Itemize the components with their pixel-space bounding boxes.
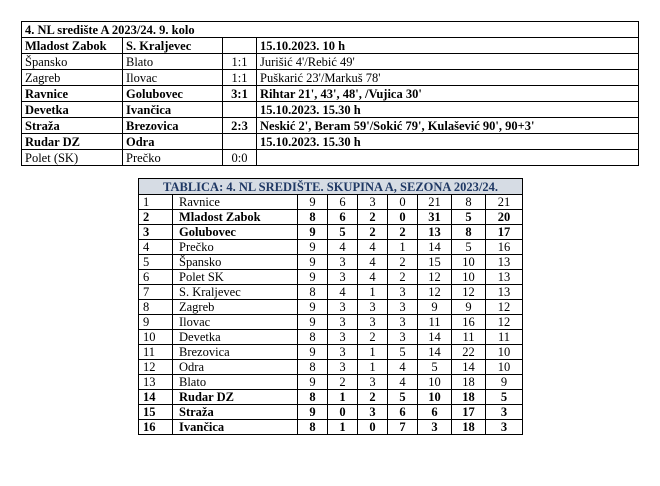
wins-cell: 3	[328, 360, 358, 375]
away-team: Brezovica	[123, 118, 223, 134]
team-name-cell: Ilovac	[173, 315, 298, 330]
points-cell: 12	[486, 315, 523, 330]
standings-row	[139, 345, 523, 360]
goals-for-cell: 14	[418, 240, 452, 255]
wins-cell: 4	[328, 285, 358, 300]
position-cell: 3	[139, 225, 173, 240]
match-result: 1:1	[223, 54, 257, 70]
draws-cell: 3	[358, 375, 388, 390]
team-name-cell: Straža	[173, 405, 298, 420]
losses-cell: 3	[388, 330, 418, 345]
losses-cell: 5	[388, 345, 418, 360]
points-cell: 20	[486, 210, 523, 225]
wins-cell: 2	[328, 375, 358, 390]
standings-row	[139, 390, 523, 405]
points-cell: 21	[486, 195, 523, 210]
position-cell: 11	[139, 345, 173, 360]
goals-against-cell: 18	[452, 420, 486, 435]
points-cell: 10	[486, 360, 523, 375]
draws-cell: 2	[358, 225, 388, 240]
points-cell: 13	[486, 270, 523, 285]
standings-row	[139, 300, 523, 315]
match-row	[22, 102, 639, 118]
goals-against-cell: 8	[452, 225, 486, 240]
played-cell: 9	[298, 315, 328, 330]
losses-cell: 2	[388, 255, 418, 270]
points-cell: 3	[486, 405, 523, 420]
match-row	[22, 86, 639, 102]
position-cell: 15	[139, 405, 173, 420]
goals-for-cell: 14	[418, 345, 452, 360]
played-cell: 9	[298, 195, 328, 210]
position-cell: 7	[139, 285, 173, 300]
wins-cell: 3	[328, 345, 358, 360]
match-result	[223, 102, 257, 118]
match-info: Neskić 2', Beram 59'/Sokić 79', Kulašević 90', 90+3'	[257, 118, 639, 134]
standings-row	[139, 285, 523, 300]
goals-against-cell: 5	[452, 210, 486, 225]
played-cell: 8	[298, 420, 328, 435]
draws-cell: 2	[358, 330, 388, 345]
played-cell: 9	[298, 375, 328, 390]
team-name-cell: Devetka	[173, 330, 298, 345]
wins-cell: 3	[328, 315, 358, 330]
standings-row	[139, 225, 523, 240]
wins-cell: 3	[328, 330, 358, 345]
goals-for-cell: 10	[418, 375, 452, 390]
standings-row	[139, 210, 523, 225]
team-name-cell: Prečko	[173, 240, 298, 255]
draws-cell: 2	[358, 210, 388, 225]
goals-against-cell: 18	[452, 375, 486, 390]
draws-cell: 0	[358, 420, 388, 435]
match-info: Rihtar 21', 43', 48', /Vujica 30'	[257, 86, 639, 102]
standings-row	[139, 270, 523, 285]
standings-row	[139, 255, 523, 270]
wins-cell: 3	[328, 300, 358, 315]
standings-row	[139, 405, 523, 420]
match-result	[223, 134, 257, 150]
team-name-cell: Ravnice	[173, 195, 298, 210]
points-cell: 9	[486, 375, 523, 390]
team-name-cell: Ivančica	[173, 420, 298, 435]
home-team: Straža	[22, 118, 123, 134]
home-team: Rudar DZ	[22, 134, 123, 150]
played-cell: 9	[298, 270, 328, 285]
match-info: 15.10.2023. 15.30 h	[257, 102, 639, 118]
position-cell: 5	[139, 255, 173, 270]
losses-cell: 1	[388, 240, 418, 255]
away-team: Ilovac	[123, 70, 223, 86]
round-title: 4. NL središte A 2023/24. 9. kolo	[22, 22, 639, 38]
match-row	[22, 70, 639, 86]
played-cell: 9	[298, 405, 328, 420]
goals-for-cell: 21	[418, 195, 452, 210]
team-name-cell: Polet SK	[173, 270, 298, 285]
home-team: Špansko	[22, 54, 123, 70]
away-team: Ivančica	[123, 102, 223, 118]
away-team: S. Kraljevec	[123, 38, 223, 54]
played-cell: 8	[298, 390, 328, 405]
draws-cell: 3	[358, 300, 388, 315]
wins-cell: 4	[328, 240, 358, 255]
position-cell: 9	[139, 315, 173, 330]
wins-cell: 3	[328, 270, 358, 285]
away-team: Odra	[123, 134, 223, 150]
points-cell: 13	[486, 285, 523, 300]
team-name-cell: Zagreb	[173, 300, 298, 315]
match-result: 0:0	[223, 150, 257, 166]
standings-row	[139, 195, 523, 210]
draws-cell: 3	[358, 405, 388, 420]
played-cell: 9	[298, 225, 328, 240]
home-team: Polet (SK)	[22, 150, 123, 166]
standings-title: TABLICA: 4. NL SREDIŠTE. SKUPINA A, SEZONA 2023/24.	[139, 179, 523, 195]
points-cell: 12	[486, 300, 523, 315]
match-info: Jurišić 4'/Rebić 49'	[257, 54, 639, 70]
draws-cell: 3	[358, 195, 388, 210]
losses-cell: 7	[388, 420, 418, 435]
match-info: 15.10.2023. 15.30 h	[257, 134, 639, 150]
standings-row	[139, 330, 523, 345]
team-name-cell: Brezovica	[173, 345, 298, 360]
draws-cell: 2	[358, 390, 388, 405]
losses-cell: 3	[388, 300, 418, 315]
match-row	[22, 118, 639, 134]
team-name-cell: Odra	[173, 360, 298, 375]
points-cell: 17	[486, 225, 523, 240]
goals-against-cell: 5	[452, 240, 486, 255]
match-info: Puškarić 23'/Markuš 78'	[257, 70, 639, 86]
team-name-cell: Mladost Zabok	[173, 210, 298, 225]
goals-against-cell: 12	[452, 285, 486, 300]
position-cell: 16	[139, 420, 173, 435]
draws-cell: 4	[358, 255, 388, 270]
points-cell: 13	[486, 255, 523, 270]
position-cell: 14	[139, 390, 173, 405]
match-result: 3:1	[223, 86, 257, 102]
position-cell: 2	[139, 210, 173, 225]
wins-cell: 6	[328, 210, 358, 225]
goals-against-cell: 10	[452, 270, 486, 285]
position-cell: 12	[139, 360, 173, 375]
away-team: Golubovec	[123, 86, 223, 102]
match-info: 15.10.2023. 10 h	[257, 38, 639, 54]
goals-for-cell: 9	[418, 300, 452, 315]
draws-cell: 1	[358, 360, 388, 375]
round-results-table	[21, 21, 639, 166]
goals-against-cell: 22	[452, 345, 486, 360]
points-cell: 16	[486, 240, 523, 255]
played-cell: 8	[298, 285, 328, 300]
match-result: 1:1	[223, 70, 257, 86]
goals-for-cell: 12	[418, 270, 452, 285]
goals-against-cell: 16	[452, 315, 486, 330]
goals-for-cell: 3	[418, 420, 452, 435]
team-name-cell: S. Kraljevec	[173, 285, 298, 300]
match-row	[22, 150, 639, 166]
goals-for-cell: 14	[418, 330, 452, 345]
wins-cell: 5	[328, 225, 358, 240]
losses-cell: 3	[388, 315, 418, 330]
points-cell: 3	[486, 420, 523, 435]
played-cell: 9	[298, 240, 328, 255]
goals-for-cell: 10	[418, 390, 452, 405]
standings-row	[139, 240, 523, 255]
losses-cell: 5	[388, 390, 418, 405]
played-cell: 8	[298, 360, 328, 375]
points-cell: 11	[486, 330, 523, 345]
points-cell: 5	[486, 390, 523, 405]
standings-table	[138, 178, 523, 435]
draws-cell: 1	[358, 345, 388, 360]
losses-cell: 6	[388, 405, 418, 420]
goals-against-cell: 8	[452, 195, 486, 210]
goals-against-cell: 14	[452, 360, 486, 375]
losses-cell: 0	[388, 195, 418, 210]
played-cell: 8	[298, 330, 328, 345]
played-cell: 9	[298, 300, 328, 315]
goals-against-cell: 17	[452, 405, 486, 420]
match-result: 2:3	[223, 118, 257, 134]
points-cell: 10	[486, 345, 523, 360]
match-result	[223, 38, 257, 54]
goals-for-cell: 12	[418, 285, 452, 300]
goals-for-cell: 31	[418, 210, 452, 225]
position-cell: 13	[139, 375, 173, 390]
match-row	[22, 38, 639, 54]
losses-cell: 0	[388, 210, 418, 225]
wins-cell: 3	[328, 255, 358, 270]
position-cell: 8	[139, 300, 173, 315]
position-cell: 10	[139, 330, 173, 345]
standings-row	[139, 360, 523, 375]
goals-against-cell: 18	[452, 390, 486, 405]
played-cell: 9	[298, 345, 328, 360]
goals-for-cell: 5	[418, 360, 452, 375]
team-name-cell: Špansko	[173, 255, 298, 270]
away-team: Prečko	[123, 150, 223, 166]
standings-row	[139, 420, 523, 435]
team-name-cell: Rudar DZ	[173, 390, 298, 405]
played-cell: 9	[298, 255, 328, 270]
draws-cell: 3	[358, 315, 388, 330]
goals-for-cell: 15	[418, 255, 452, 270]
home-team: Zagreb	[22, 70, 123, 86]
goals-against-cell: 9	[452, 300, 486, 315]
wins-cell: 6	[328, 195, 358, 210]
losses-cell: 4	[388, 375, 418, 390]
goals-against-cell: 10	[452, 255, 486, 270]
played-cell: 8	[298, 210, 328, 225]
standings-row	[139, 375, 523, 390]
round-title-row	[22, 22, 639, 38]
goals-for-cell: 13	[418, 225, 452, 240]
match-row	[22, 54, 639, 70]
position-cell: 4	[139, 240, 173, 255]
home-team: Devetka	[22, 102, 123, 118]
goals-for-cell: 11	[418, 315, 452, 330]
losses-cell: 4	[388, 360, 418, 375]
position-cell: 6	[139, 270, 173, 285]
losses-cell: 2	[388, 225, 418, 240]
home-team: Mladost Zabok	[22, 38, 123, 54]
wins-cell: 1	[328, 420, 358, 435]
goals-against-cell: 11	[452, 330, 486, 345]
wins-cell: 1	[328, 390, 358, 405]
home-team: Ravnice	[22, 86, 123, 102]
losses-cell: 3	[388, 285, 418, 300]
draws-cell: 1	[358, 285, 388, 300]
away-team: Blato	[123, 54, 223, 70]
match-info	[257, 150, 639, 166]
team-name-cell: Blato	[173, 375, 298, 390]
draws-cell: 4	[358, 240, 388, 255]
match-row	[22, 134, 639, 150]
team-name-cell: Golubovec	[173, 225, 298, 240]
losses-cell: 2	[388, 270, 418, 285]
standings-header-row	[139, 179, 523, 195]
wins-cell: 0	[328, 405, 358, 420]
draws-cell: 4	[358, 270, 388, 285]
standings-row	[139, 315, 523, 330]
position-cell: 1	[139, 195, 173, 210]
goals-for-cell: 6	[418, 405, 452, 420]
